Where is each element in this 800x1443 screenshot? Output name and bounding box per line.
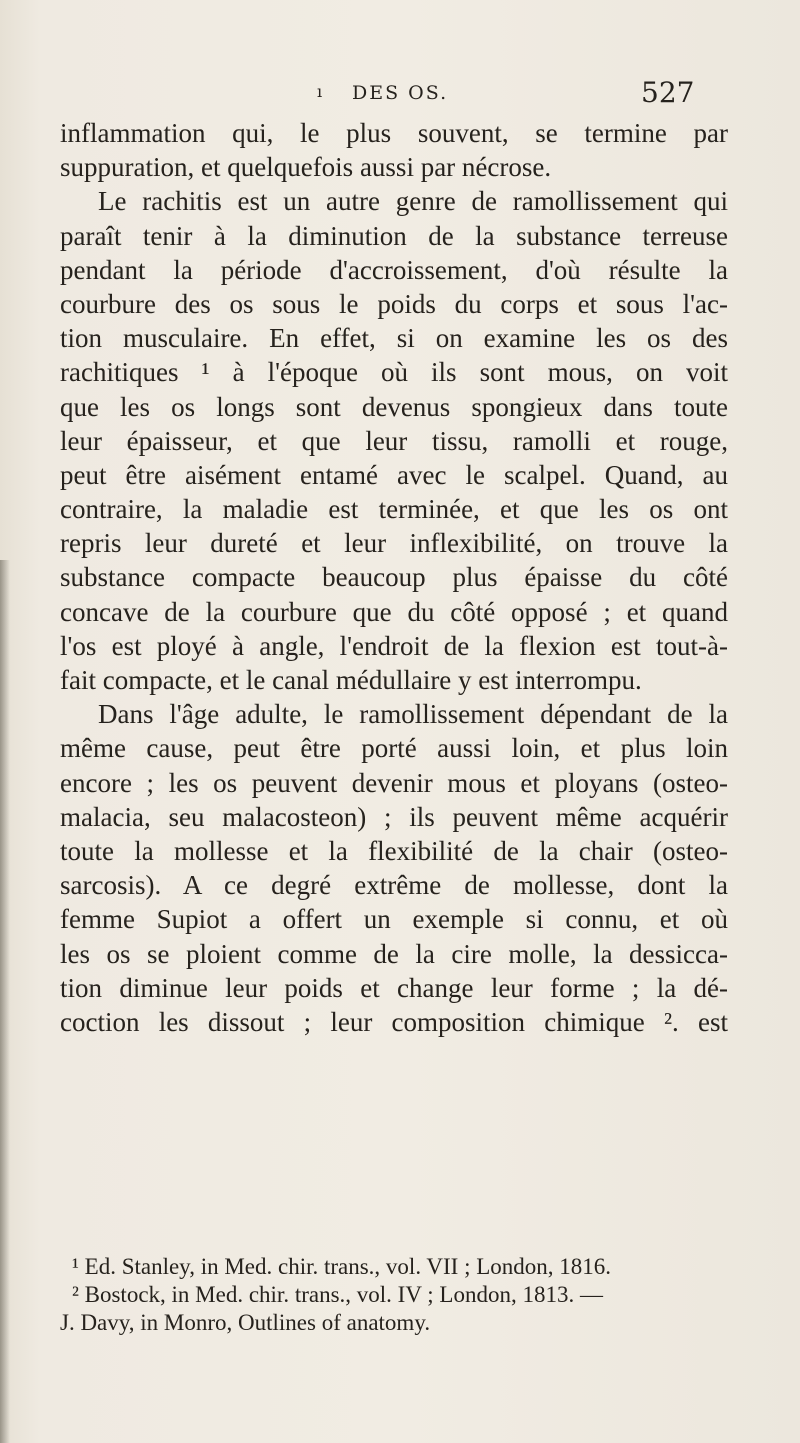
text-line: pendant la période d'accroissement, d'où résulte la: [60, 254, 728, 285]
page-number: 527: [641, 76, 695, 109]
text-line: suppuration, et quelquefois aussi par nécrose.: [60, 152, 552, 183]
text-line: contraire, la maladie est terminée, et que les os ont: [60, 494, 728, 525]
text-line: même cause, peut être porté aussi loin, et plus loin: [60, 733, 728, 764]
text-line: courbure des os sous le poids du corps et sous l'ac-: [60, 288, 728, 319]
text-line: paraît tenir à la diminution de la substance terreuse: [60, 220, 728, 251]
running-head: DES OS.: [352, 82, 449, 104]
text-line: fait compacte, et le canal médullaire y est interrompu.: [60, 665, 642, 695]
text-line: que les os longs sont devenus spongieux dans toute: [60, 391, 728, 422]
text-line: l'os est ployé à angle, l'endroit de la flexion est tout-à-: [60, 630, 728, 661]
text-line: les os se ploient comme de la cire molle, la dessicca-: [60, 938, 728, 969]
text-line: femme Supiot a offert un exemple si connu, et où: [60, 904, 728, 935]
text-line: inflammation qui, le plus souvent, se termine par: [60, 118, 728, 148]
text-line: malacia, seu malacosteon) ; ils peuvent même acquérir: [60, 801, 728, 832]
text-line: substance compacte beaucoup plus épaisse du côté: [60, 562, 728, 593]
text-line: leur épaisseur, et que leur tissu, ramolli et rouge,: [60, 425, 728, 456]
text-line: sarcosis). A ce degré extrême de mollesse, dont la: [60, 870, 728, 901]
footnote-line: J. Davy, in Monro, Outlines of anatomy.: [60, 1310, 431, 1335]
header-mark: ı: [317, 82, 323, 101]
text-line: Dans l'âge adulte, le ramollissement dépendant de la: [98, 699, 728, 730]
text-line: coction les dissout ; leur composition chimique ². est: [60, 1006, 728, 1037]
body-text: [60, 116, 728, 1039]
text-line: encore ; les os peuvent devenir mous et ployans (osteo-: [60, 767, 728, 798]
text-line: tion musculaire. En effet, si on examine les os des: [60, 323, 728, 354]
footnote-line: ² Bostock, in Med. chir. trans., vol. IV ; London, 1813. —: [72, 1282, 603, 1307]
text-line: repris leur dureté et leur inflexibilité, on trouve la: [60, 528, 728, 559]
text-line: concave de la courbure que du côté opposé ; et quand: [60, 596, 728, 627]
text-line: tion diminue leur poids et change leur forme ; la dé-: [60, 972, 728, 1003]
text-line: rachitiques ¹ à l'époque où ils sont mous, on voit: [60, 357, 728, 388]
text-line: Le rachitis est un autre genre de ramollissement qui: [98, 186, 728, 217]
text-line: toute la mollesse et la flexibilité de la chair (osteo-: [60, 835, 728, 866]
text-line: peut être aisément entamé avec le scalpel. Quand, au: [60, 459, 728, 490]
page-edge-shadow: [0, 560, 10, 1443]
footnote-line: ¹ Ed. Stanley, in Med. chir. trans., vol. VII ; London, 1816.: [72, 1254, 612, 1279]
footnotes: [60, 1253, 728, 1337]
page-header: [0, 76, 800, 116]
